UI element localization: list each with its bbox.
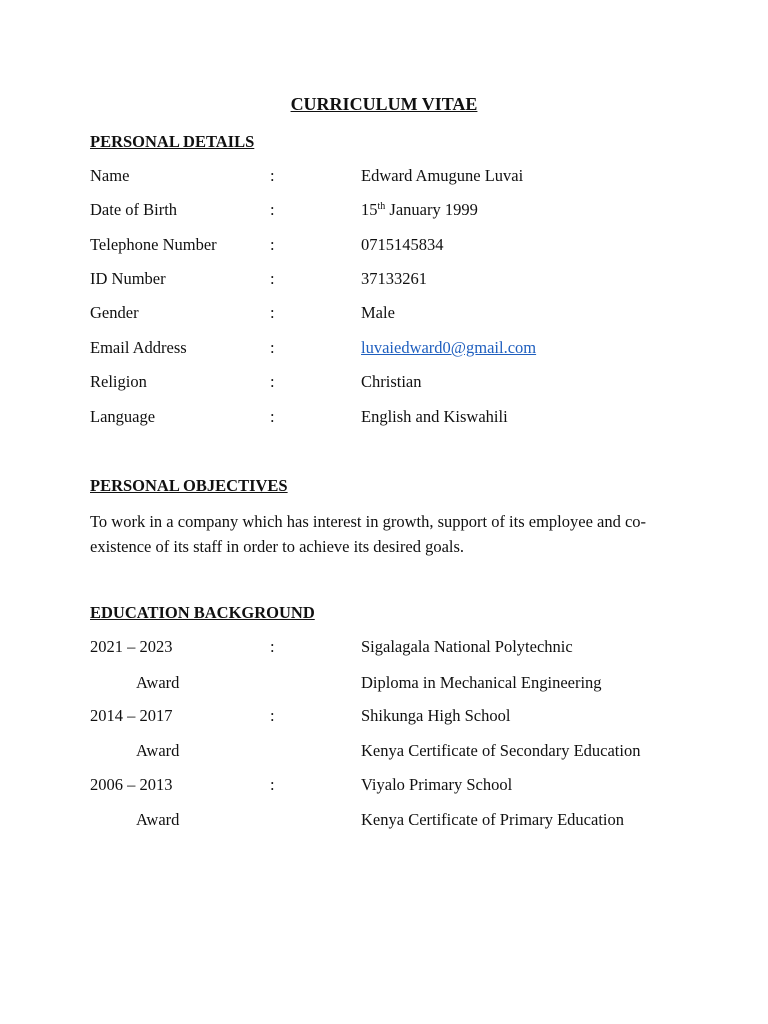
detail-separator: : — [270, 706, 275, 725]
detail-label: Religion — [90, 372, 147, 391]
email-link[interactable]: luvaiedward0@gmail.com — [361, 338, 537, 357]
education-row-years — [90, 775, 710, 799]
award-label: Award — [136, 810, 180, 829]
award-label: Award — [136, 741, 180, 760]
objective-paragraph: To work in a company which has interest in growth, support of its employee and co-existence of its staff in order to achieve its desired goals. — [90, 512, 647, 556]
detail-separator: : — [270, 269, 275, 288]
education-row-award — [90, 810, 710, 834]
education-institution: Sigalagala National Polytechnic — [361, 637, 573, 656]
detail-label: Language — [90, 407, 156, 426]
detail-separator: : — [270, 775, 275, 794]
detail-value-language: English and Kiswahili — [361, 407, 508, 426]
detail-row-phone — [90, 235, 710, 259]
education-heading: EDUCATION BACKGROUND — [90, 603, 315, 622]
detail-separator: : — [270, 338, 275, 357]
detail-row-email — [90, 338, 710, 362]
award-label: Award — [136, 673, 180, 692]
education-row-years — [90, 706, 710, 730]
education-institution: Shikunga High School — [361, 706, 511, 725]
personal-details-heading: PERSONAL DETAILS — [90, 132, 255, 151]
education-row-years — [90, 637, 710, 661]
detail-row-religion — [90, 372, 710, 396]
detail-separator: : — [270, 372, 275, 391]
detail-value-name: Edward Amugune Luvai — [361, 166, 524, 185]
education-years: 2006 – 2013 — [90, 775, 173, 794]
detail-label: Email Address — [90, 338, 187, 357]
education-years: 2014 – 2017 — [90, 706, 173, 725]
education-years: 2021 – 2023 — [90, 637, 173, 656]
detail-separator: : — [270, 200, 275, 219]
detail-row-name — [90, 166, 710, 190]
education-row-award — [90, 673, 710, 697]
detail-label: Telephone Number — [90, 235, 217, 254]
detail-label: Gender — [90, 303, 139, 322]
document-title: CURRICULUM VITAE — [290, 94, 478, 114]
detail-value-phone: 0715145834 — [361, 235, 444, 254]
education-row-award — [90, 741, 710, 765]
detail-row-id-number — [90, 269, 710, 293]
detail-label: Name — [90, 166, 130, 185]
detail-row-gender — [90, 303, 710, 327]
detail-separator: : — [270, 407, 275, 426]
personal-objectives-heading: PERSONAL OBJECTIVES — [90, 476, 288, 495]
detail-separator: : — [270, 166, 275, 185]
dob-month-year: January 1999 — [385, 200, 478, 219]
dob-day: 15 — [361, 200, 378, 219]
detail-separator: : — [270, 303, 275, 322]
detail-row-language — [90, 407, 710, 431]
dob-ordinal-suffix: th — [377, 201, 386, 212]
education-award: Diploma in Mechanical Engineering — [361, 673, 602, 692]
detail-value-gender: Male — [361, 303, 395, 322]
detail-label: ID Number — [90, 269, 166, 288]
education-institution: Viyalo Primary School — [361, 775, 513, 794]
detail-label: Date of Birth — [90, 200, 178, 219]
detail-separator: : — [270, 637, 275, 656]
detail-value-religion: Christian — [361, 372, 422, 391]
detail-value-id-number: 37133261 — [361, 269, 427, 288]
education-award: Kenya Certificate of Secondary Education — [361, 741, 641, 760]
detail-value-dob — [361, 200, 478, 220]
detail-row-dob — [90, 200, 710, 224]
education-award: Kenya Certificate of Primary Education — [361, 810, 624, 829]
detail-separator: : — [270, 235, 275, 254]
